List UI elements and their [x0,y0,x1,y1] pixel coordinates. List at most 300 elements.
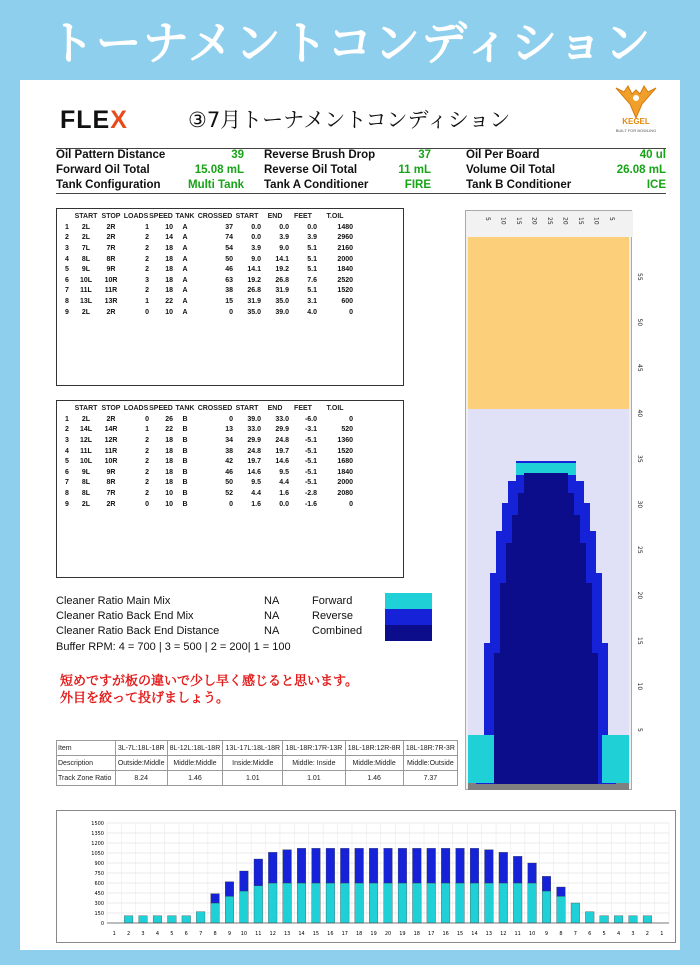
table-cell: 18 [165,276,173,284]
note-line-2: 外目を絞って投げましょう。 [60,691,230,706]
param-value: 15.08 mL [194,164,244,176]
lane-top-tick-label: 5 [484,217,491,221]
track-zone-description-cell: Outside:Middle [115,756,167,771]
chart-x-tick-label: 12 [269,931,276,937]
param-label: Volume Oil Total [466,164,556,176]
table-cell: 18 [165,244,173,252]
table-cell: 22 [165,297,173,305]
column-header: END [267,405,283,412]
table-cell: 3.1 [307,297,317,305]
table-cell: A [182,223,188,231]
table-cell: 9.0 [251,255,261,263]
legend-reverse-swatch [385,609,432,625]
table-cell: 33.0 [247,426,261,434]
track-zone-description-cell: Inside:Middle [223,756,283,771]
table-row [61,254,353,265]
table-cell: 8 [65,297,69,305]
track-zone-header-row [57,741,458,756]
table-cell: 3.9 [307,234,317,242]
chart-y-tick-label: 300 [94,901,104,907]
table-row [61,233,353,244]
table-cell: 5 [65,266,69,274]
table-cell: 18 [165,266,173,274]
lane-top-tick-label: 10 [499,217,507,225]
reverse-bar [412,848,421,883]
chart-x-tick-label: 9 [544,931,549,937]
table-cell: 3 [65,436,69,444]
table-row [61,488,353,499]
table-row [61,467,353,478]
lane-top-tick-label: 25 [546,217,553,225]
table-row [61,222,353,233]
table-cell: 2R [106,234,116,242]
chart-x-tick-label: 6 [588,931,592,937]
table-cell: 9R [106,266,116,274]
table-cell: 46 [225,266,233,274]
table-cell: 19.7 [247,458,261,466]
forward-bar [643,916,652,923]
reverse-bar [369,848,378,883]
table-cell: 9L [81,468,91,476]
table-cell: B [182,489,188,497]
table-cell: 9L [81,266,91,274]
table-cell: 2000 [337,479,353,487]
table-cell: B [182,500,188,508]
table-cell: 37 [225,223,233,231]
lane-side-tick-label: 10 [636,682,643,691]
track-zone-header-cell: 18L-18R:17R-13R [283,741,345,756]
chart-x-tick-label: 16 [327,931,334,937]
chart-x-tick-label: 18 [413,931,421,937]
forward-bar [312,883,321,923]
table-cell: 2160 [337,244,353,252]
track-zone-header-cell: 3L-7L:18L-18R [115,741,167,756]
table-cell: 19.7 [275,447,289,455]
track-zone-description-cell: Middle:Middle [167,756,223,771]
cleaner-distance-label: Cleaner Ratio Back End Distance [56,625,220,637]
table-row [61,286,353,297]
chart-x-tick-label: 18 [355,931,363,937]
table-cell: 2 [145,479,149,487]
table-cell: 29.9 [247,436,261,444]
chart-x-tick-label: 15 [456,931,464,937]
table-cell: 26 [165,415,173,423]
chart-x-tick-label: 11 [514,931,521,937]
table-cell: 1840 [337,266,353,274]
table-cell: 50 [225,255,233,263]
reverse-bar [240,871,249,891]
lane-graph-svg [466,211,643,791]
table-row [61,275,353,286]
table-cell: 2R [106,415,116,423]
param-label: Forward Oil Total [56,164,150,176]
table-cell: 4.4 [279,479,289,487]
table-cell: 6 [65,468,69,476]
track-zone-ratio-row [57,771,458,786]
param-label: Tank A Conditioner [264,179,369,191]
table-cell: A [182,234,188,242]
chart-x-tick-label: 14 [471,931,478,937]
forward-bar [283,883,292,923]
legend-combined-swatch [385,625,432,641]
track-zone-header-cell: 18L-18R:7R-3R [403,741,457,756]
table-cell: 6 [65,276,69,284]
track-zone-description-cell: Middle:Middle [345,756,403,771]
table-cell: 2 [65,426,69,434]
table-cell: 10 [165,489,173,497]
table-cell: -5.1 [304,458,317,466]
table-cell: 2L [81,223,91,231]
lane-graph [465,210,643,790]
param-label: Oil Per Board [466,149,540,161]
banner [0,0,700,80]
chart-x-tick-label: 13 [485,931,493,937]
board-oil-chart [56,810,676,943]
legend-reverse-label: Reverse [312,610,353,622]
kegel-brand: KEGEL [622,117,650,126]
param-row [56,179,666,194]
chart-y-tick-label: 0 [100,921,104,927]
param-value: ICE [646,179,666,191]
column-header: FEET [294,213,312,220]
param-value: 39 [231,149,244,161]
table-cell: 18 [165,447,173,455]
table-cell: 0 [349,415,353,423]
column-header: LOADS [123,213,149,220]
lane-top-tick-label: 20 [561,217,569,225]
table-cell: 14 [165,234,173,242]
table-cell: 38 [225,447,233,455]
chart-y-tick-label: 600 [94,881,104,887]
table-cell: 5.1 [307,287,317,295]
forward-bar [355,883,364,923]
reverse-bar [225,882,234,897]
table-cell: -3.1 [304,426,317,434]
reverse-bar [326,848,335,883]
table-cell: 18 [165,287,173,295]
chart-x-tick-label: 13 [283,931,291,937]
reverse-bar [268,852,277,883]
table-cell: -5.1 [304,447,317,455]
forward-oil-right-edge [602,735,629,783]
table-cell: 7L [81,244,91,252]
reverse-bar [441,848,450,883]
table-cell: 8R [106,479,116,487]
table-cell: A [182,276,188,284]
forward-bar [456,883,465,923]
forward-bar [254,886,263,923]
table-cell: 4 [65,447,69,455]
reverse-bar [470,848,479,883]
table-cell: 13L [79,297,93,305]
flex-logo [60,106,128,135]
table-cell: 15 [225,297,233,305]
chart-x-tick-label: 4 [616,931,621,937]
note-line-1: 短めですが板の違いで少し早く感じると思います。 [60,674,358,689]
table-cell: 46 [225,468,233,476]
track-zone-ratio-cell: 1.46 [167,771,223,786]
table-cell: 7.6 [307,276,317,284]
chart-y-tick-label: 150 [94,911,104,917]
cleaner-main-label: Cleaner Ratio Main Mix [56,595,171,607]
reverse-pass-table [56,400,404,578]
table-cell: 14.1 [247,266,261,274]
table-cell: 2 [145,287,149,295]
forward-bar [470,883,479,923]
chart-x-tick-label: 1 [112,931,116,937]
table-cell: 54 [225,244,233,252]
table-cell: -1.6 [304,500,317,508]
param-value: Multi Tank [187,179,244,191]
eagle-icon [608,84,664,120]
table-cell: 2 [145,447,149,455]
table-cell: 18 [165,436,173,444]
table-cell: 2 [145,266,149,274]
table-cell: 9.5 [251,479,261,487]
track-zone-ratio-cell: 8.24 [115,771,167,786]
table-cell: 7 [65,479,69,487]
table-row [61,499,353,510]
document-title: ③7月トーナメントコンディション [188,108,511,132]
chart-x-tick-label: 14 [298,931,305,937]
param-row [56,149,666,164]
table-cell: 1520 [337,447,353,455]
track-zone-header-cell: 13L-17L:18L-18R [223,741,283,756]
lane-foul-line [468,784,629,790]
param-value: 40 ul [639,149,666,161]
forward-bar [513,883,522,923]
track-zone-table [56,740,458,786]
table-cell: 14.6 [275,458,289,466]
table-cell: 600 [341,297,353,305]
chart-x-tick-label: 10 [240,931,248,937]
forward-bar [369,883,378,923]
lane-side-tick-label: 35 [636,455,643,463]
reverse-bar [211,894,220,903]
table-cell: 1 [145,426,149,434]
table-cell: 9 [65,308,69,316]
chart-x-tick-label: 19 [399,931,406,937]
forward-bar [557,896,566,923]
table-row [61,446,353,457]
lane-side-tick-label: 20 [636,591,643,600]
forward-bar [225,896,234,923]
reverse-bar [384,848,393,883]
table-cell: 35.0 [247,308,261,316]
reverse-bar [340,848,349,883]
flex-logo-x: X [110,106,128,134]
table-cell: 19.2 [275,266,289,274]
forward-bar [585,912,594,923]
table-cell: 1.6 [251,500,261,508]
reverse-bar [283,850,292,883]
table-cell: 9.5 [279,468,289,476]
table-cell: 0 [349,308,353,316]
table-cell: 39.0 [247,415,261,423]
forward-bar [153,916,162,923]
chart-x-tick-label: 3 [141,931,145,937]
param-row [56,164,666,179]
table-cell: 10 [165,500,173,508]
row-number-header [61,403,73,414]
track-zone-description-row [57,756,458,771]
oil-pattern-sheet [20,80,680,950]
column-header: TANK [175,213,195,220]
chart-x-tick-label: 4 [155,931,160,937]
buffer-rpm: Buffer RPM: 4 = 700 | 3 = 500 | 2 = 200| 1 = 100 [56,641,291,653]
column-header: LOADS [123,405,149,412]
table-cell: 50 [225,479,233,487]
chart-x-tick-label: 7 [199,931,203,937]
cleaner-distance-value: NA [264,625,280,637]
chart-x-tick-label: 16 [442,931,449,937]
reverse-bar [485,850,494,883]
lane-side-tick-label: 50 [636,318,643,327]
table-cell: 18 [165,468,173,476]
table-cell: 11R [104,447,118,455]
table-cell: 1480 [337,223,353,231]
table-cell: 8L [81,489,91,497]
table-cell: 18 [165,458,173,466]
track-zone-ratio-cell: 1.01 [283,771,345,786]
param-label: Reverse Brush Drop [264,149,376,161]
table-cell: 0.0 [251,234,261,242]
table-cell: B [182,426,188,434]
table-cell: 8L [81,479,91,487]
table-cell: -5.1 [304,436,317,444]
reverse-bar [427,848,436,883]
forward-bar [542,891,551,923]
table-cell: 7R [106,244,116,252]
forward-bar [297,883,306,923]
table-cell: A [182,244,188,252]
chart-x-tick-label: 20 [384,931,392,937]
reverse-bar [254,859,263,886]
column-header: START [74,213,98,220]
chart-x-tick-label: 1 [660,931,664,937]
table-cell: 10R [104,276,118,284]
lane-side-tick-label: 5 [636,728,643,732]
forward-bar [398,883,407,923]
table-cell: 2 [65,234,69,242]
lane-top-tick-label: 15 [577,217,584,225]
legend-forward-swatch [385,593,432,609]
column-header: STOP [101,405,121,412]
column-header: START [235,405,259,412]
table-cell: 0 [229,308,233,316]
table-cell: 2 [145,468,149,476]
kegel-tagline: BUILT FOR BOWLING [615,128,657,133]
forward-bar [528,883,537,923]
column-header: STOP [101,213,121,220]
table-row [61,296,353,307]
reverse-bar [456,848,465,883]
param-label: Oil Pattern Distance [56,149,166,161]
forward-bar [600,916,609,923]
table-cell: 31.9 [275,287,289,295]
table-cell: -5.1 [304,479,317,487]
table-cell: 4.0 [307,308,317,316]
column-header: SPEED [149,405,173,412]
chart-x-tick-label: 8 [213,931,217,937]
table-cell: 1 [145,297,149,305]
param-label: Tank Configuration [56,179,161,191]
forward-bar [139,916,148,923]
table-cell: 7R [106,489,116,497]
track-zone-header-cell: Item [57,741,116,756]
table-cell: 29.9 [275,426,289,434]
forward-bar [441,883,450,923]
track-zone-ratio-cell: 1.01 [223,771,283,786]
table-cell: 31.9 [247,297,261,305]
forward-bar [629,916,638,923]
reverse-bar [528,863,537,883]
chart-y-tick-label: 1500 [91,821,104,827]
lane-top-tick-label: 15 [515,217,522,225]
chart-x-tick-label: 10 [528,931,536,937]
table-cell: 34 [225,436,233,444]
table-cell: 2L [81,234,91,242]
reverse-bar [312,848,321,883]
board-oil-chart-svg [57,811,677,944]
table-cell: 520 [341,426,353,434]
table-cell: A [182,308,188,316]
column-header: TANK [175,405,195,412]
table-cell: 10L [79,458,93,466]
chart-x-tick-label: 15 [312,931,320,937]
table-cell: 14L [79,426,93,434]
table-cell: B [182,436,188,444]
chart-x-tick-label: 2 [127,931,131,937]
combined-oil-step [494,741,598,784]
table-cell: 2 [145,489,149,497]
table-cell: 5 [65,458,69,466]
table-cell: 11R [104,287,118,295]
forward-bar [168,916,177,923]
column-header: T.OIL [326,213,344,220]
reverse-bar [542,876,551,891]
table-cell: 8L [81,255,91,263]
table-cell: A [182,287,188,295]
table-cell: 63 [225,276,233,284]
table-cell: 1 [65,223,69,231]
pattern-parameters [56,148,666,194]
table-cell: 1360 [337,436,353,444]
column-header: START [74,405,98,412]
reverse-bar [513,856,522,883]
cleaner-backend-label: Cleaner Ratio Back End Mix [56,610,194,622]
forward-bar [211,903,220,923]
table-cell: 38 [225,287,233,295]
lane-side-tick-label: 15 [636,637,643,645]
forward-bar [499,883,508,923]
param-value: 26.08 mL [616,164,666,176]
table-cell: 42 [225,458,233,466]
table-cell: 11L [80,447,92,455]
table-cell: 2 [145,458,149,466]
table-cell: 35.0 [275,297,289,305]
legend-combined-label: Combined [312,625,363,637]
table-cell: 14.6 [247,468,261,476]
chart-x-tick-label: 5 [170,931,174,937]
table-row [61,243,353,254]
table-cell: 1680 [337,458,353,466]
table-cell: 10L [79,276,93,284]
table-cell: 3 [145,276,149,284]
track-zone-ratio-cell: 1.46 [345,771,403,786]
table-row [61,425,353,436]
chart-y-tick-label: 1050 [91,851,104,857]
